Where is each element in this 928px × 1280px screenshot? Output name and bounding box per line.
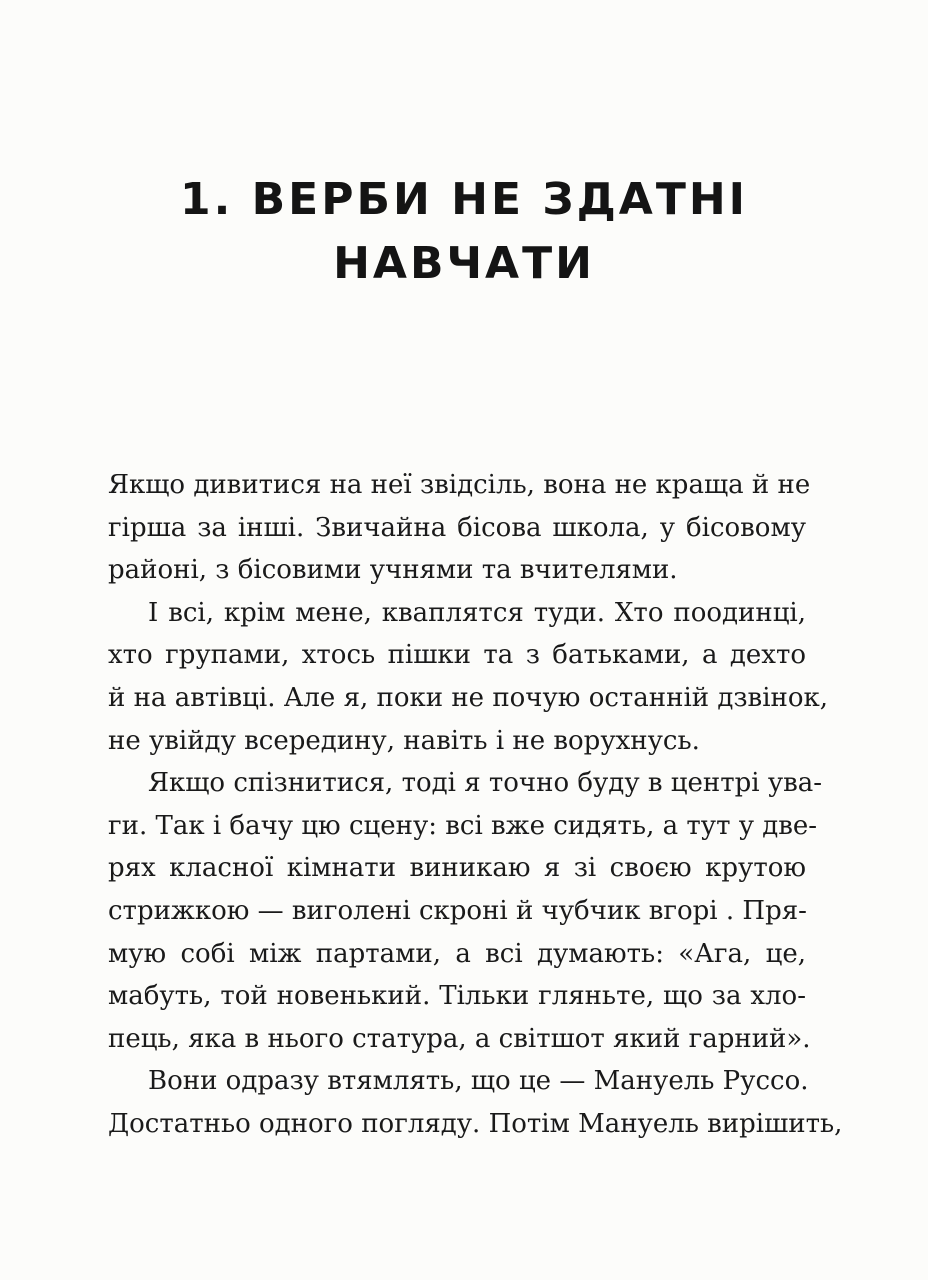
text-line: гірша за інші. Звичайна бісова школа, у бісовому [108, 512, 806, 543]
text-line: рях класної кімнати виникаю я зі своєю крутою [108, 853, 806, 884]
chapter-title-line-1: 1. ВЕРБИ НЕ ЗДАТНІ [179, 174, 749, 225]
text-line: не увійду всередину, навіть і не ворухнусь. [108, 725, 700, 756]
text-line: Вони одразу втямлять, що це — Мануель Руссо. [148, 1066, 809, 1097]
chapter-title [0, 168, 928, 296]
chapter-body [108, 464, 843, 1146]
text-line: районі, з бісовими учнями та вчителями. [108, 555, 678, 586]
text-line: ги. Так і бачу цю сцену: всі вже сидять, а тут у две- [108, 810, 818, 841]
paragraph-1 [108, 464, 811, 592]
text-line: І всі, крім мене, кваплятся туди. Хто поодинці, [148, 597, 806, 628]
text-line: мую собі між партами, а всі думають: «Ага, це, [108, 938, 806, 969]
text-line: Якщо дивитися на неї звідсіль, вона не краща й не [108, 470, 811, 500]
text-line: й на автівці. Але я, поки не почую останній дзвінок, [108, 682, 829, 713]
paragraph-3 [108, 762, 823, 1060]
text-line: мабуть, той новенький. Тільки гляньте, що за хло- [108, 981, 806, 1012]
paragraph-4 [108, 1060, 843, 1145]
text-line: стрижкою — виголені скроні й чубчик вгорі . Пря- [108, 895, 807, 926]
text-line: пець, яка в нього статура, а світшот який гарний». [108, 1023, 811, 1054]
chapter-title-line-2: НАВЧАТИ [333, 238, 595, 289]
text-line: Достатньо одного погляду. Потім Мануель вирішить, [108, 1108, 843, 1139]
text-line: хто групами, хтось пішки та з батьками, а дехто [108, 640, 806, 671]
text-line: Якщо спізнитися, тоді я точно буду в центрі ува- [148, 768, 823, 799]
paragraph-2 [108, 592, 829, 762]
